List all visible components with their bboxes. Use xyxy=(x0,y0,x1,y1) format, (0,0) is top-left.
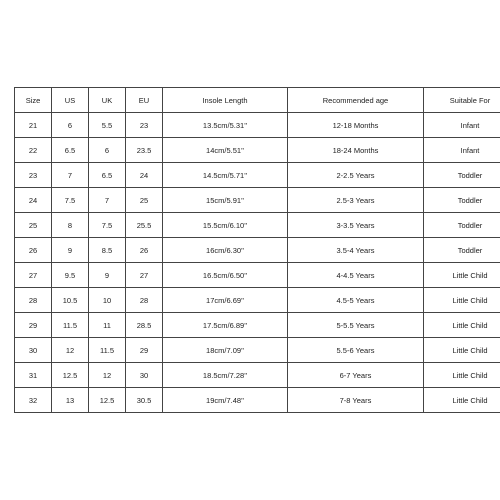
cell-insole-length: 14.5cm/5.71'' xyxy=(163,163,288,188)
table-row xyxy=(15,163,500,188)
cell-uk: 9 xyxy=(89,263,126,288)
cell-eu: 26 xyxy=(126,238,163,263)
cell-insole-length: 15cm/5.91'' xyxy=(163,188,288,213)
cell-us: 7 xyxy=(52,163,89,188)
cell-eu: 28 xyxy=(126,288,163,313)
cell-size: 21 xyxy=(15,113,52,138)
cell-recommended-age: 5-5.5 Years xyxy=(288,313,424,338)
cell-insole-length: 18.5cm/7.28'' xyxy=(163,363,288,388)
table-row xyxy=(15,238,500,263)
cell-uk: 10 xyxy=(89,288,126,313)
cell-eu: 28.5 xyxy=(126,313,163,338)
table-row xyxy=(15,338,500,363)
header-recommended-age: Recommended age xyxy=(288,88,424,113)
cell-insole-length: 16cm/6.30'' xyxy=(163,238,288,263)
cell-uk: 6.5 xyxy=(89,163,126,188)
header-uk: UK xyxy=(89,88,126,113)
table-row xyxy=(15,313,500,338)
cell-eu: 30.5 xyxy=(126,388,163,413)
cell-size: 26 xyxy=(15,238,52,263)
table-header-row xyxy=(15,88,500,113)
cell-suitable-for: Little Child xyxy=(424,288,500,313)
cell-insole-length: 17.5cm/6.89'' xyxy=(163,313,288,338)
cell-size: 32 xyxy=(15,388,52,413)
cell-eu: 25 xyxy=(126,188,163,213)
header-insole-length: Insole Length xyxy=(163,88,288,113)
table-row xyxy=(15,113,500,138)
cell-suitable-for: Infant xyxy=(424,138,500,163)
size-chart-table xyxy=(14,87,500,413)
cell-insole-length: 13.5cm/5.31'' xyxy=(163,113,288,138)
header-size: Size xyxy=(15,88,52,113)
table-row xyxy=(15,213,500,238)
cell-suitable-for: Little Child xyxy=(424,338,500,363)
cell-recommended-age: 3-3.5 Years xyxy=(288,213,424,238)
cell-eu: 23 xyxy=(126,113,163,138)
cell-uk: 5.5 xyxy=(89,113,126,138)
cell-us: 9 xyxy=(52,238,89,263)
cell-recommended-age: 7-8 Years xyxy=(288,388,424,413)
table-row xyxy=(15,288,500,313)
cell-eu: 30 xyxy=(126,363,163,388)
cell-us: 10.5 xyxy=(52,288,89,313)
cell-uk: 7 xyxy=(89,188,126,213)
cell-eu: 27 xyxy=(126,263,163,288)
cell-uk: 12.5 xyxy=(89,388,126,413)
cell-us: 12 xyxy=(52,338,89,363)
cell-uk: 11 xyxy=(89,313,126,338)
table-row xyxy=(15,263,500,288)
cell-suitable-for: Toddler xyxy=(424,188,500,213)
cell-uk: 11.5 xyxy=(89,338,126,363)
cell-recommended-age: 4.5-5 Years xyxy=(288,288,424,313)
cell-us: 9.5 xyxy=(52,263,89,288)
cell-recommended-age: 12-18 Months xyxy=(288,113,424,138)
cell-recommended-age: 2-2.5 Years xyxy=(288,163,424,188)
cell-size: 28 xyxy=(15,288,52,313)
cell-eu: 25.5 xyxy=(126,213,163,238)
cell-suitable-for: Little Child xyxy=(424,263,500,288)
cell-us: 11.5 xyxy=(52,313,89,338)
header-eu: EU xyxy=(126,88,163,113)
cell-size: 29 xyxy=(15,313,52,338)
cell-eu: 24 xyxy=(126,163,163,188)
cell-size: 22 xyxy=(15,138,52,163)
cell-suitable-for: Infant xyxy=(424,113,500,138)
cell-us: 13 xyxy=(52,388,89,413)
cell-suitable-for: Little Child xyxy=(424,388,500,413)
cell-suitable-for: Little Child xyxy=(424,313,500,338)
table-row xyxy=(15,188,500,213)
cell-recommended-age: 3.5-4 Years xyxy=(288,238,424,263)
cell-size: 30 xyxy=(15,338,52,363)
cell-recommended-age: 18-24 Months xyxy=(288,138,424,163)
cell-eu: 23.5 xyxy=(126,138,163,163)
cell-uk: 6 xyxy=(89,138,126,163)
cell-recommended-age: 2.5-3 Years xyxy=(288,188,424,213)
cell-suitable-for: Little Child xyxy=(424,363,500,388)
cell-us: 6 xyxy=(52,113,89,138)
table-row xyxy=(15,388,500,413)
cell-suitable-for: Toddler xyxy=(424,238,500,263)
table-row xyxy=(15,138,500,163)
cell-us: 7.5 xyxy=(52,188,89,213)
cell-recommended-age: 5.5-6 Years xyxy=(288,338,424,363)
cell-eu: 29 xyxy=(126,338,163,363)
cell-size: 31 xyxy=(15,363,52,388)
cell-suitable-for: Toddler xyxy=(424,163,500,188)
cell-uk: 8.5 xyxy=(89,238,126,263)
cell-size: 27 xyxy=(15,263,52,288)
cell-insole-length: 18cm/7.09'' xyxy=(163,338,288,363)
table-row xyxy=(15,363,500,388)
cell-size: 23 xyxy=(15,163,52,188)
cell-suitable-for: Toddler xyxy=(424,213,500,238)
cell-us: 6.5 xyxy=(52,138,89,163)
cell-us: 12.5 xyxy=(52,363,89,388)
cell-us: 8 xyxy=(52,213,89,238)
cell-insole-length: 17cm/6.69'' xyxy=(163,288,288,313)
header-suitable-for: Suitable For xyxy=(424,88,500,113)
cell-insole-length: 15.5cm/6.10'' xyxy=(163,213,288,238)
cell-uk: 7.5 xyxy=(89,213,126,238)
cell-insole-length: 19cm/7.48'' xyxy=(163,388,288,413)
cell-recommended-age: 6-7 Years xyxy=(288,363,424,388)
cell-insole-length: 14cm/5.51'' xyxy=(163,138,288,163)
header-us: US xyxy=(52,88,89,113)
table-body xyxy=(15,113,500,413)
cell-size: 25 xyxy=(15,213,52,238)
cell-size: 24 xyxy=(15,188,52,213)
cell-recommended-age: 4-4.5 Years xyxy=(288,263,424,288)
cell-insole-length: 16.5cm/6.50'' xyxy=(163,263,288,288)
cell-uk: 12 xyxy=(89,363,126,388)
